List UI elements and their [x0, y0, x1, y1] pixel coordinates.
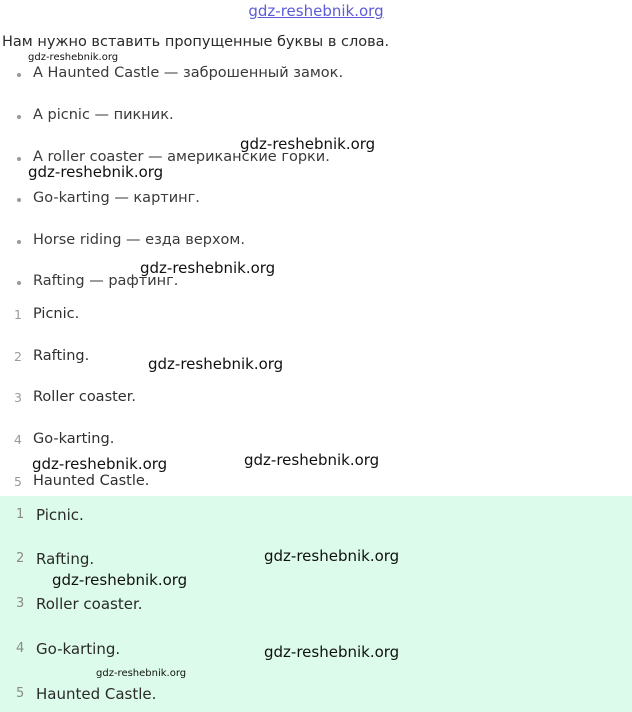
answer-number: 5: [16, 686, 25, 701]
answer-text: Go-karting.: [36, 640, 121, 658]
answer-number: 1: [16, 507, 25, 522]
answer-panel: [0, 496, 632, 712]
answer-number: 3: [16, 596, 25, 611]
answer-text: Rafting.: [36, 550, 95, 568]
list-item-text: A roller coaster — американские горки.: [33, 149, 330, 165]
item-text: Roller coaster.: [33, 389, 136, 405]
answer-number: 4: [16, 641, 25, 656]
item-number: 2: [14, 349, 22, 364]
intro-text: Нам нужно вставить пропущенные буквы в слова.: [2, 34, 390, 50]
watermark: gdz-reshebnik.org: [264, 547, 400, 565]
answer-number: 2: [16, 551, 25, 566]
bullet-icon: [17, 157, 21, 161]
answer-text: Roller coaster.: [36, 595, 143, 613]
watermark: gdz-reshebnik.org: [240, 135, 376, 153]
watermark: gdz-reshebnik.org: [244, 451, 380, 469]
watermark: gdz-reshebnik.org: [140, 259, 276, 277]
bullet-icon: [17, 240, 21, 244]
item-text: Rafting.: [33, 348, 90, 364]
item-number: 1: [14, 307, 22, 322]
watermark: gdz-reshebnik.org: [148, 355, 284, 373]
list-item-text: A Haunted Castle — заброшенный замок.: [33, 65, 344, 81]
item-text: Haunted Castle.: [33, 473, 150, 489]
site-header-link[interactable]: gdz-reshebnik.org: [248, 2, 384, 20]
item-text: Picnic.: [33, 306, 80, 322]
item-number: 3: [14, 390, 22, 405]
list-item-text: Go-karting — картинг.: [33, 190, 200, 206]
bullet-icon: [17, 115, 21, 119]
list-item-text: A picnic — пикник.: [33, 107, 174, 123]
watermark: gdz-reshebnik.org: [28, 52, 119, 63]
watermark: gdz-reshebnik.org: [264, 643, 400, 661]
answer-text: Picnic.: [36, 506, 84, 524]
watermark: gdz-reshebnik.org: [96, 668, 187, 679]
item-number: 5: [14, 474, 22, 489]
watermark: gdz-reshebnik.org: [32, 455, 168, 473]
bullet-icon: [17, 198, 21, 202]
bullet-icon: [17, 73, 21, 77]
list-item-text: Horse riding — езда верхом.: [33, 232, 245, 248]
item-text: Go-karting.: [33, 431, 115, 447]
item-number: 4: [14, 432, 22, 447]
bullet-icon: [17, 281, 21, 285]
watermark: gdz-reshebnik.org: [52, 571, 188, 589]
list-item-text: Rafting — рафтинг.: [33, 273, 179, 289]
watermark: gdz-reshebnik.org: [28, 163, 164, 181]
answer-text: Haunted Castle.: [36, 685, 157, 703]
